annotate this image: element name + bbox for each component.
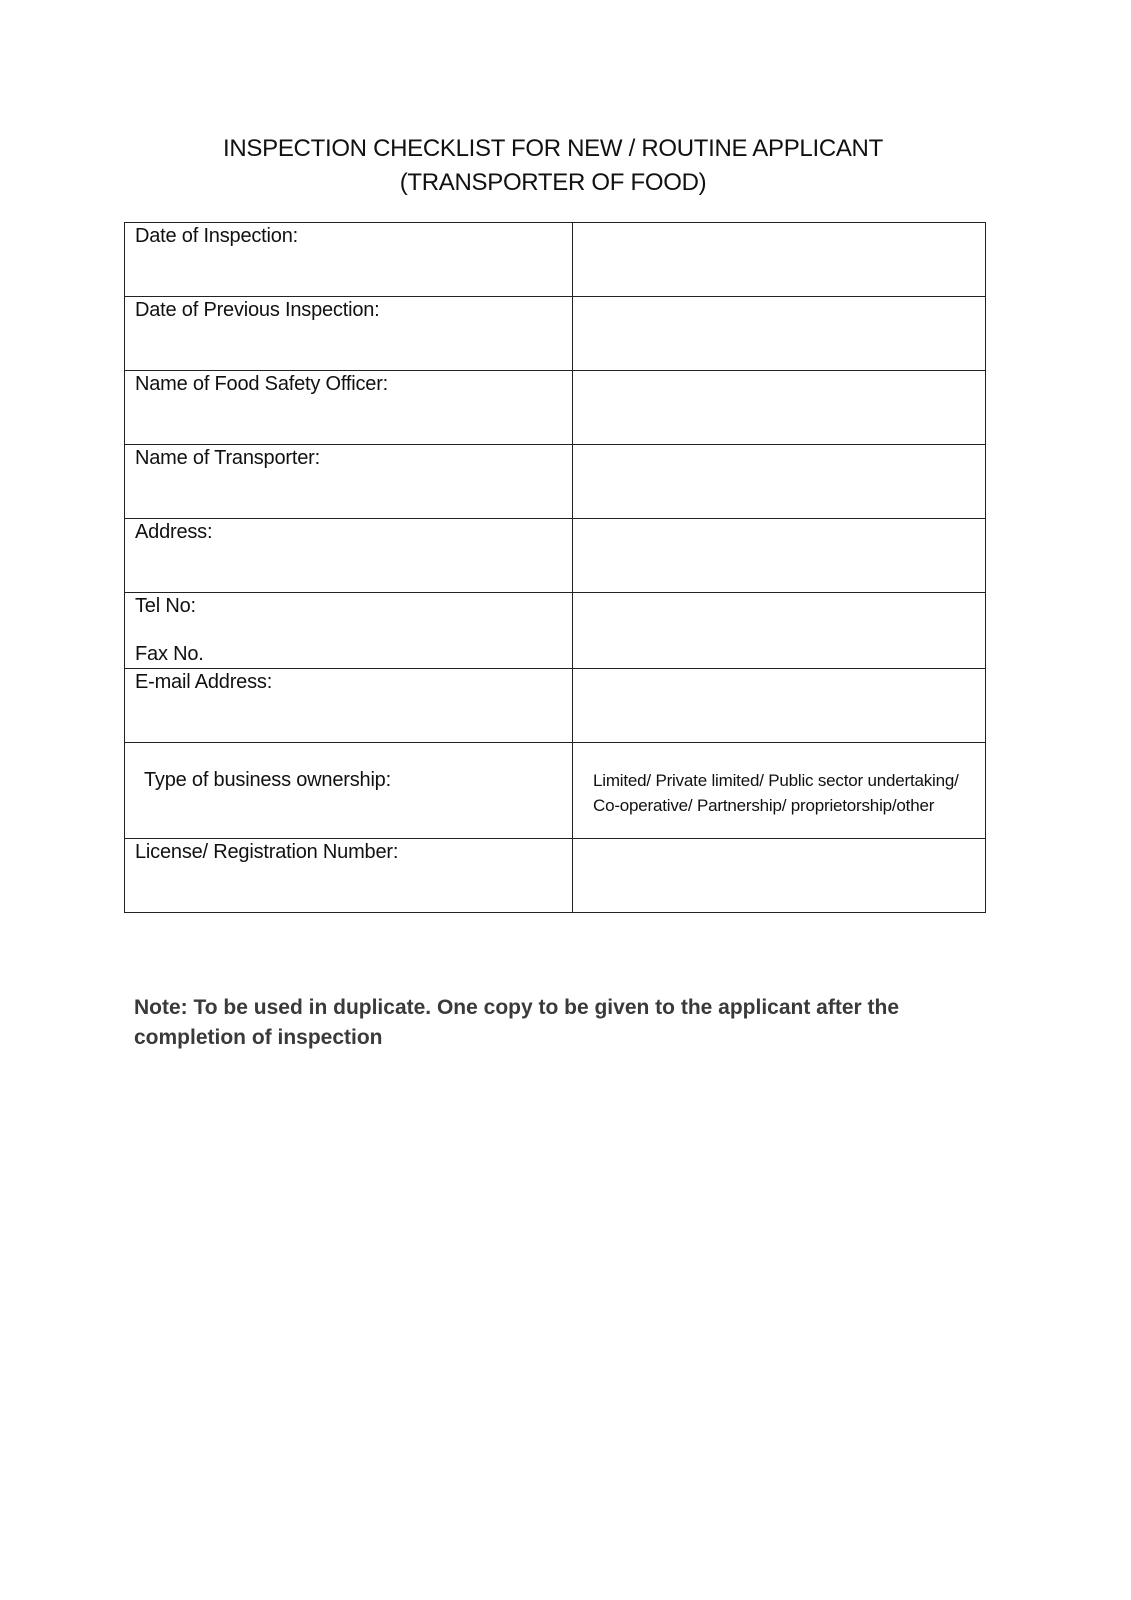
email-field[interactable] (573, 669, 986, 743)
food-safety-officer-field[interactable] (573, 371, 986, 445)
table-row (125, 223, 986, 297)
tel-fax-field[interactable] (573, 593, 986, 669)
address-label: Address: (125, 519, 573, 593)
inspection-form-table (124, 222, 986, 913)
tel-no-label: Tel No: (135, 595, 196, 617)
form-subtitle: (TRANSPORTER OF FOOD) (399, 169, 707, 196)
tel-fax-label-cell (125, 593, 573, 669)
address-field[interactable] (573, 519, 986, 593)
footer-note: Note: To be used in duplicate. One copy to be given to the applicant after the completion of inspection (134, 996, 900, 1049)
food-safety-officer-label: Name of Food Safety Officer: (125, 371, 573, 445)
table-row (125, 593, 986, 669)
table-row (125, 669, 986, 743)
table-row (125, 519, 986, 593)
table-row (125, 297, 986, 371)
table-row (125, 445, 986, 519)
fax-no-label: Fax No. (135, 643, 204, 665)
date-of-previous-inspection-label: Date of Previous Inspection: (125, 297, 573, 371)
license-number-label: License/ Registration Number: (125, 839, 573, 913)
form-title: INSPECTION CHECKLIST FOR NEW / ROUTINE APPLICANT (223, 135, 883, 162)
date-of-inspection-field[interactable] (573, 223, 986, 297)
table-row (125, 839, 986, 913)
date-of-inspection-label: Date of Inspection: (125, 223, 573, 297)
email-label: E-mail Address: (125, 669, 573, 743)
table-row (125, 743, 986, 839)
transporter-name-field[interactable] (573, 445, 986, 519)
business-ownership-label: Type of business ownership: (125, 743, 573, 839)
date-of-previous-inspection-field[interactable] (573, 297, 986, 371)
license-number-field[interactable] (573, 839, 986, 913)
table-row (125, 371, 986, 445)
transporter-name-label: Name of Transporter: (125, 445, 573, 519)
business-ownership-options[interactable]: Limited/ Private limited/ Public sector undertaking/ Co-operative/ Partnership/ proprietorship/other (573, 743, 986, 839)
